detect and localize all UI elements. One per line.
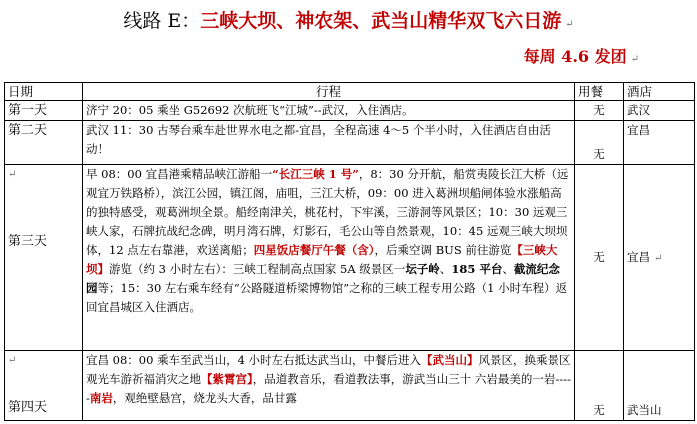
attraction-highlight: 【武当山】 xyxy=(421,353,479,367)
meal-cell: 无 xyxy=(575,121,624,165)
text-segment: 、 xyxy=(502,262,514,276)
attraction-highlight: 南岩 xyxy=(89,391,113,405)
header-meal: 用餐 xyxy=(575,83,624,101)
text-segment: 宜昌 08：00 乘车至武当山，4 小时左右抵达武当山，中餐后进入 xyxy=(86,353,422,367)
day-label: 第四天 xyxy=(8,400,48,415)
day-cell xyxy=(5,165,83,351)
attraction-highlight: 【三峡大坝】 xyxy=(86,243,558,276)
ship-name: “长江三峡 1 号” xyxy=(272,167,359,181)
meal-cell: 无 xyxy=(575,351,624,421)
departure-text: 每周 4.6 发团 xyxy=(523,47,627,66)
day-label: 第一天 xyxy=(5,101,83,121)
attraction-highlight: 【紫霄宫】 xyxy=(201,372,253,386)
itinerary-table xyxy=(4,82,695,421)
hotel-name: 宜昌 xyxy=(627,249,650,264)
lunch-highlight: 四星饭店餐厅午餐（含） xyxy=(253,243,375,257)
hotel-cell: 武汉 xyxy=(624,101,695,121)
hotel-cell xyxy=(624,165,695,351)
text-segment: ，观绝壁悬宫，烧龙头大香，品甘露 xyxy=(112,391,297,405)
text-segment: 风景区，换乘景区观光车游祈福消灾之地 xyxy=(86,353,571,386)
text-segment: 游览（约 3 小时左右）：三峡工程制高点国家 5A 级景区一 xyxy=(109,262,406,276)
itinerary-text: 济宁 20：05 乘坐 G52692 次航班飞“江城”--武汉，入住酒店。 xyxy=(83,101,575,121)
meal-cell: 无 xyxy=(575,165,624,351)
route-name: 三峡大坝、神农架、武当山精华双飞六日游 xyxy=(200,10,562,32)
hotel-cell: 宜昌 xyxy=(624,121,695,165)
paragraph-mark: ↵ xyxy=(630,54,639,65)
text-segment: 、 xyxy=(439,262,452,276)
itinerary-text xyxy=(83,351,575,421)
text-segment: 等；15：30 左右乘车经有“公路隧道桥梁博物馆”之称的三峡工程专用公路（1 小时车程）返回宜昌城区入住酒店。 xyxy=(86,281,568,314)
paragraph-mark: ↵ xyxy=(8,355,17,366)
departure-schedule xyxy=(524,46,639,71)
day-label: 第二天 xyxy=(5,121,83,165)
table-row xyxy=(5,351,695,421)
itinerary-text xyxy=(83,165,575,351)
attraction-bold: 185 平台 xyxy=(451,262,503,276)
text-segment: ，品道教音乐，看道教法事，游武当山三十 六岩最美的一岩----- xyxy=(86,372,571,405)
text-segment: 早 08：00 宜昌港乘精品峡江游船一 xyxy=(86,167,273,181)
paragraph-mark: ↵ xyxy=(8,169,17,180)
header-date: 日期 xyxy=(5,83,83,101)
table-row xyxy=(5,165,695,351)
header-hotel: 酒店 xyxy=(624,83,695,101)
itinerary-text: 武汉 11：30 古琴台乘车赴世界水电之都-宜昌，全程高速 4～5 个半小时，入住酒店自由活动！ xyxy=(83,121,575,165)
header-itinerary: 行程 xyxy=(83,83,575,101)
text-segment: ，8：30 分开航，船赏夷陵长江大桥（远观宜万铁路桥），滨江公园，镇江阁，庙咀，三江大桥，09：00 进入葛洲坝船闸体验水涨船高的独特感受，观葛洲坝全景。船经南津关，桃花村，下牢溪，三游洞等风景区；10：30 远观三峡人家，石牌抗战纪念碑，明月湾石牌，灯影石，毛公山等自然景观，10：45 远观三峡大坝坝体，12 点左右靠港，欢送离船； xyxy=(86,167,569,257)
hotel-cell: 武当山 xyxy=(624,351,695,421)
paragraph-mark: ↵ xyxy=(654,252,663,264)
table-row xyxy=(5,101,695,121)
meal-cell: 无 xyxy=(575,101,624,121)
text-segment: ，后乘空调 BUS 前往游览 xyxy=(374,243,512,257)
day-label: 第三天 xyxy=(8,234,48,249)
attraction-bold: 坛子岭 xyxy=(405,262,440,276)
route-code: 线路 E： xyxy=(123,10,201,32)
table-header-row xyxy=(5,83,695,101)
page-title xyxy=(0,8,697,38)
attraction-bold: 截流纪念园 xyxy=(86,262,560,295)
table-row xyxy=(5,121,695,165)
paragraph-mark: ↵ xyxy=(565,19,574,30)
day-cell xyxy=(5,351,83,421)
